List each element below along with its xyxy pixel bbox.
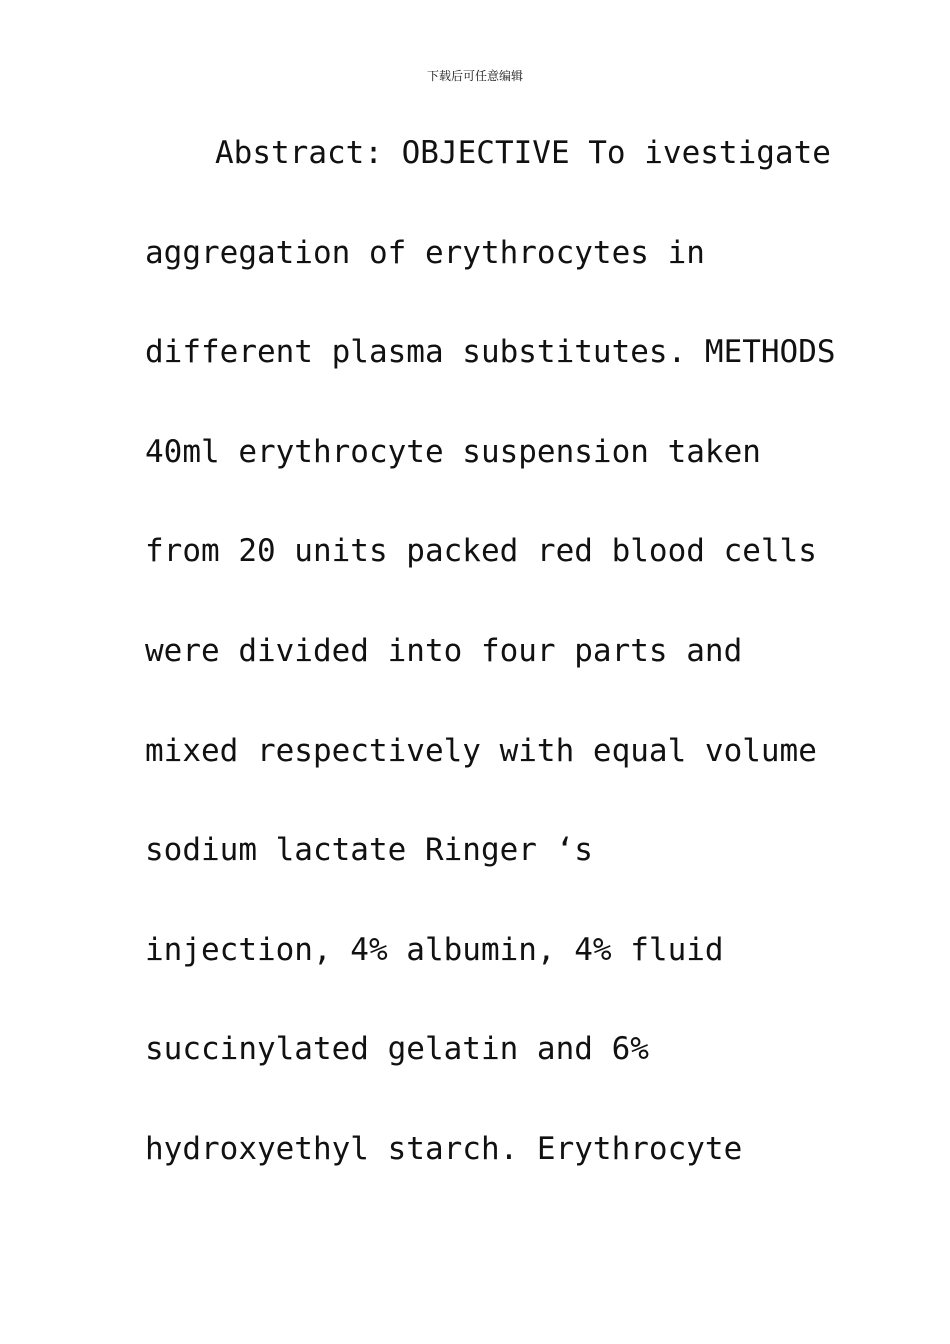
- text-line: were divided into four parts and: [145, 632, 743, 669]
- text-line: different plasma substitutes. METHODS: [145, 334, 836, 371]
- text-line: injection, 4% albumin, 4% fluid: [145, 931, 724, 968]
- text-line: mixed respectively with equal volume: [145, 732, 817, 769]
- text-line: aggregation of erythrocytes in: [145, 234, 705, 271]
- abstract-text: [145, 124, 836, 1220]
- text-line: succinylated gelatin and 6%: [145, 1031, 649, 1068]
- page-header: 下载后可任意编辑: [426, 69, 523, 83]
- text-line: Abstract: OBJECTIVE To ivestigate: [215, 135, 831, 171]
- text-line: hydroxyethyl starch. Erythrocyte: [145, 1130, 743, 1167]
- text-line: 40ml erythrocyte suspension taken: [145, 433, 761, 470]
- text-line: from 20 units packed red blood cells: [145, 533, 817, 570]
- text-line: sodium lactate Ringer ‘s: [145, 832, 593, 869]
